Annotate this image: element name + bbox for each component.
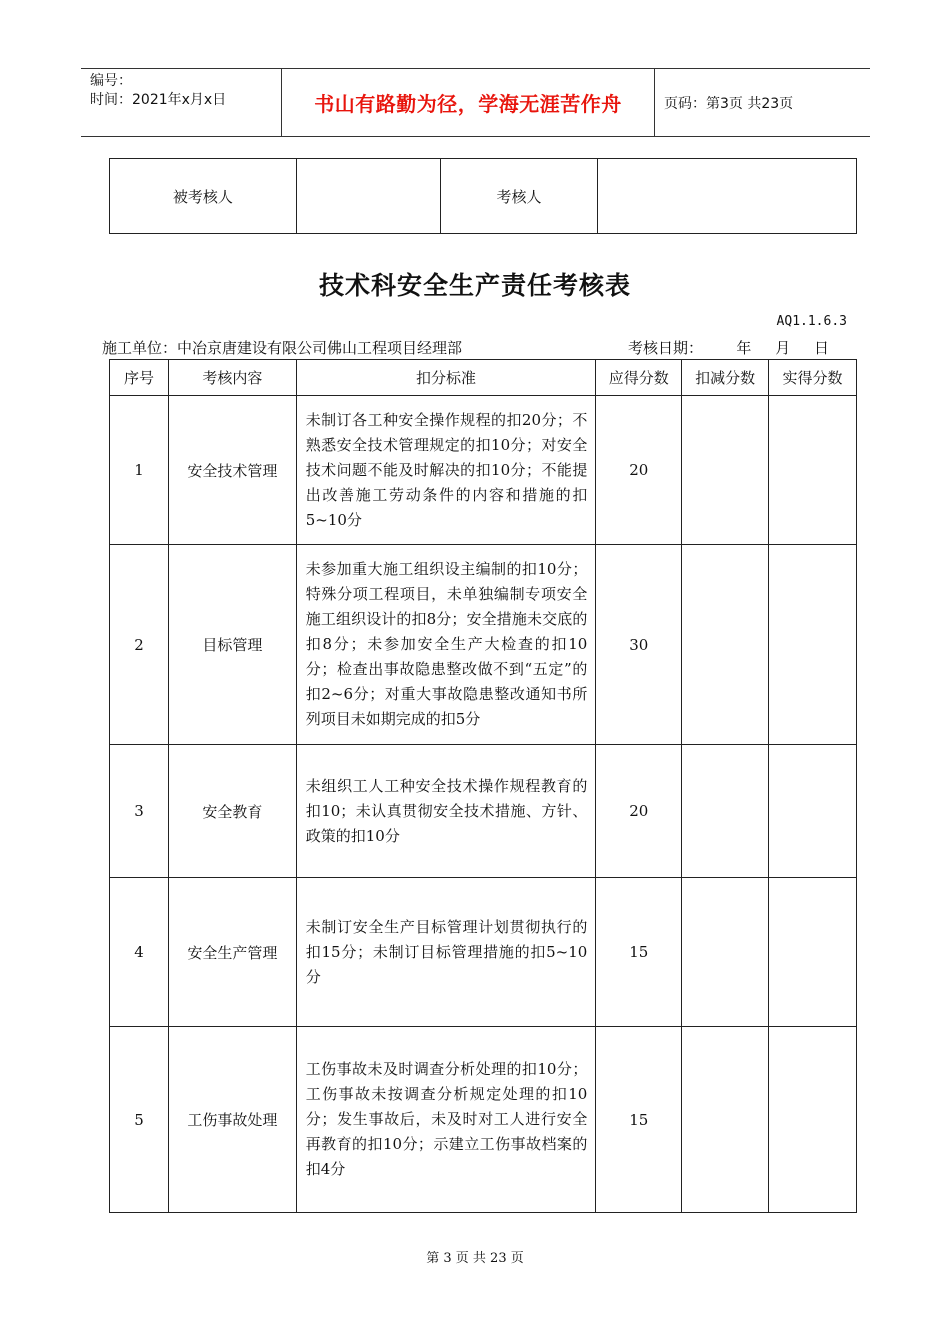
table-row: [110, 878, 857, 1027]
col-header-no: 序号: [110, 360, 169, 396]
header-meta: [81, 69, 282, 136]
row-due: 20: [596, 396, 682, 545]
col-header-deducted: 扣减分数: [682, 360, 769, 396]
row-item: 安全教育: [168, 745, 296, 878]
row-no: 1: [110, 396, 169, 545]
row-due: 30: [596, 545, 682, 745]
assessment-date: 考核日期： 年 月 日: [628, 339, 830, 357]
examinee-label: 被考核人: [110, 159, 297, 234]
header-motto: 书山有路勤为径，学海无涯苦作舟: [282, 69, 655, 136]
assessment-table: [109, 359, 857, 1213]
time-line: 时间：2021年x月x日: [90, 92, 227, 108]
number-label: 编号：: [90, 73, 132, 89]
form-title: 技术科安全生产责任考核表: [318, 271, 631, 300]
table-row: [110, 396, 857, 545]
construction-unit: 施工单位：中冶京唐建设有限公司佛山工程项目经理部: [102, 339, 463, 357]
row-item: 安全生产管理: [168, 878, 296, 1027]
signature-table: [109, 158, 857, 234]
row-deducted[interactable]: [682, 545, 769, 745]
row-item: 工伤事故处理: [168, 1027, 296, 1213]
col-header-standard: 扣分标准: [296, 360, 596, 396]
examinee-field[interactable]: [296, 159, 440, 234]
row-no: 4: [110, 878, 169, 1027]
examiner-label: 考核人: [440, 159, 598, 234]
row-due: 15: [596, 878, 682, 1027]
row-deducted[interactable]: [682, 396, 769, 545]
row-actual[interactable]: [769, 396, 857, 545]
row-actual[interactable]: [769, 1027, 857, 1213]
row-no: 2: [110, 545, 169, 745]
row-deducted[interactable]: [682, 745, 769, 878]
row-due: 20: [596, 745, 682, 878]
row-standard: 工伤事故未及时调查分析处理的扣10分；工伤事故未按调查分析规定处理的扣10分；发生事故后，未及时对工人进行安全再教育的扣10分；示建立工伤事故档案的扣4分: [296, 1027, 596, 1213]
page-header: [81, 68, 870, 137]
row-item: 安全技术管理: [168, 396, 296, 545]
table-row: [110, 745, 857, 878]
table-header-row: [110, 360, 857, 396]
row-actual[interactable]: [769, 745, 857, 878]
col-header-item: 考核内容: [168, 360, 296, 396]
row-actual[interactable]: [769, 878, 857, 1027]
row-standard: 未制订各工种安全操作规程的扣20分；不熟悉安全技术管理规定的扣10分；对安全技术问题不能及时解决的扣10分；不能提出改善施工劳动条件的内容和措施的扣5~10分: [296, 396, 596, 545]
page-footer: 第 3 页 共 23 页: [426, 1251, 524, 1266]
row-standard: 未制订安全生产目标管理计划贯彻执行的扣15分；未制订目标管理措施的扣5~10分: [296, 878, 596, 1027]
table-row: [110, 1027, 857, 1213]
row-standard: 未参加重大施工组织设主编制的扣10分；特殊分项工程项目，未单独编制专项安全施工组织设计的扣8分；安全措施未交底的扣8分；未参加安全生产大检查的扣10分；检查出事故隐患整改做不到“五定”的扣2~6分；对重大事故隐患整改通知书所列项目未如期完成的扣5分: [296, 545, 596, 745]
row-no: 3: [110, 745, 169, 878]
examiner-field[interactable]: [598, 159, 857, 234]
row-standard: 未组织工人工种安全技术操作规程教育的扣10；未认真贯彻安全技术措施、方针、政策的扣10分: [296, 745, 596, 878]
row-item: 目标管理: [168, 545, 296, 745]
header-page-info: 页码：第3页 共23页: [664, 95, 794, 112]
col-header-due: 应得分数: [596, 360, 682, 396]
row-actual[interactable]: [769, 545, 857, 745]
row-deducted[interactable]: [682, 1027, 769, 1213]
row-no: 5: [110, 1027, 169, 1213]
table-row: [110, 545, 857, 745]
form-code: AQ1.1.6.3: [776, 314, 847, 329]
row-due: 15: [596, 1027, 682, 1213]
col-header-actual: 实得分数: [769, 360, 857, 396]
row-deducted[interactable]: [682, 878, 769, 1027]
